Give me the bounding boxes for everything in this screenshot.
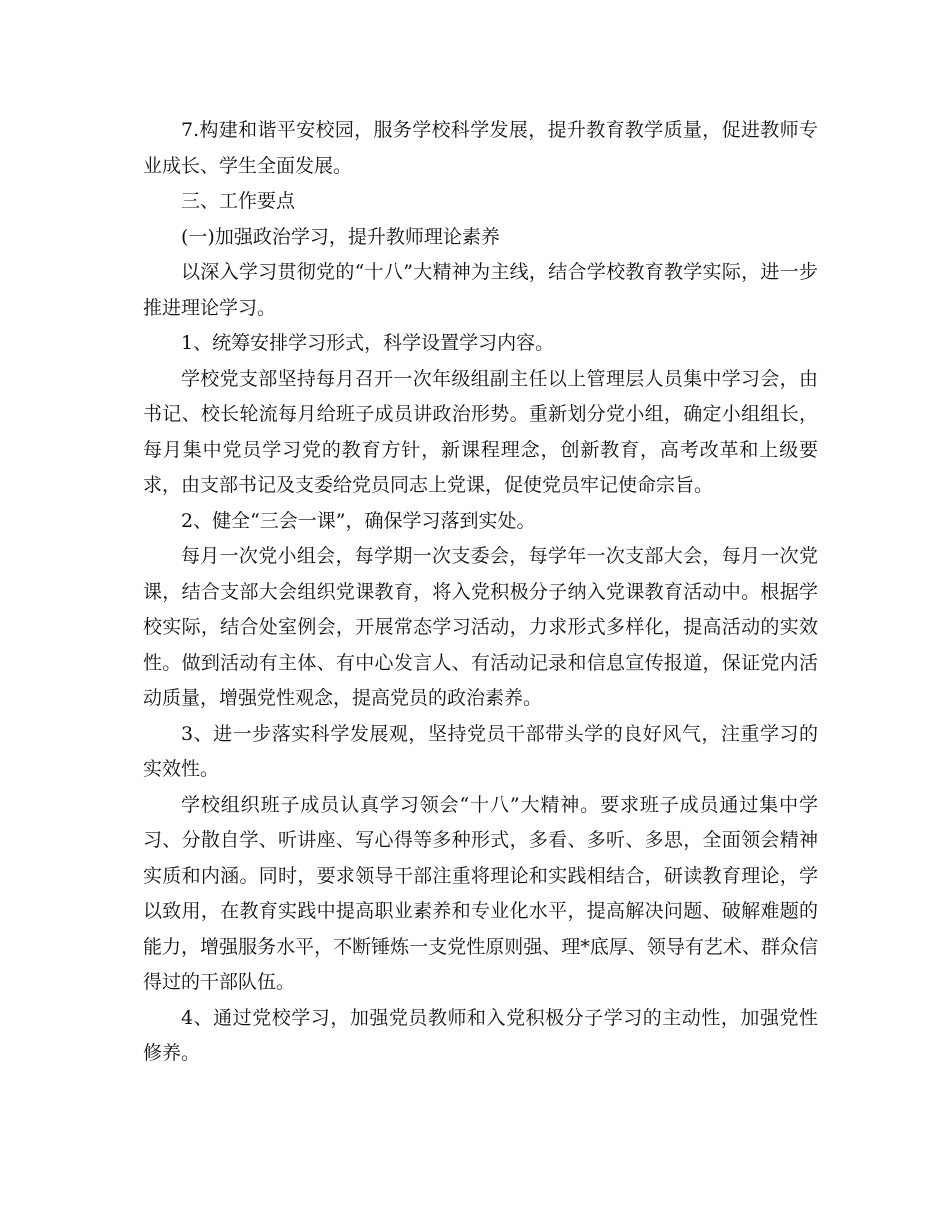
paragraph-party-branch-study: 学校党支部坚持每月召开一次年级组副主任以上管理层人员集中学习会，由书记、校长轮流每月给班子成员讲政治形势。重新划分党小组，确定小组组长，每月集中党员学习党的教育方针，新课程理念，创新教育，高考改革和上级要求，由支部书记及支委给党员同志上党课，促使党员牢记使命宗旨。	[143, 367, 818, 496]
item-heading-3: 3、进一步落实科学发展观，坚持党员干部带头学的良好风气，注重学习的实效性。	[143, 722, 818, 780]
item-heading-4: 4、通过党校学习，加强党员教师和入党积极分子学习的主动性，加强党性修养。	[143, 1006, 818, 1064]
paragraph-leadership-study: 学校组织班子成员认真学习领会“十八”大精神。要求班子成员通过集中学习、分散自学、听讲座、写心得等多种形式，多看、多听、多思，全面领会精神实质和内涵。同时，要求领导干部注重将理论和实践相结合，研读教育理论，学以致用，在教育实践中提高职业素养和专业化水平，提高解决问题、破解难题的能力，增强服务水平，不断锤炼一支党性原则强、理*底厚、领导有艺术、群众信得过的干部队伍。	[143, 793, 818, 993]
document-body	[143, 113, 818, 1072]
paragraph-study-mainline: 以深入学习贯彻党的“十八”大精神为主线，结合学校教育教学实际，进一步推进理论学习。	[143, 261, 818, 319]
paragraph-goal-7: 7.构建和谐平安校园，服务学校科学发展，提升教育教学质量，促进教师专业成长、学生全面发展。	[143, 119, 818, 177]
subheading-political-study: (一)加强政治学习，提升教师理论素养	[181, 225, 500, 248]
item-heading-1: 1、统筹安排学习形式，科学设置学习内容。	[181, 332, 555, 354]
paragraph-three-meetings: 每月一次党小组会，每学期一次支委会，每学年一次支部大会，每月一次党课，结合支部大会组织党课教育，将入党积极分子纳入党课教育活动中。根据学校实际，结合处室例会，开展常态学习活动，力求形式多样化，提高活动的实效性。做到活动有主体、有中心发言人、有活动记录和信息宣传报道，保证党内活动质量，增强党性观念，提高党员的政治素养。	[143, 545, 818, 709]
section-heading-work-points: 三、工作要点	[181, 190, 296, 212]
item-heading-2: 2、健全“三会一课”，确保学习落到实处。	[181, 509, 536, 532]
